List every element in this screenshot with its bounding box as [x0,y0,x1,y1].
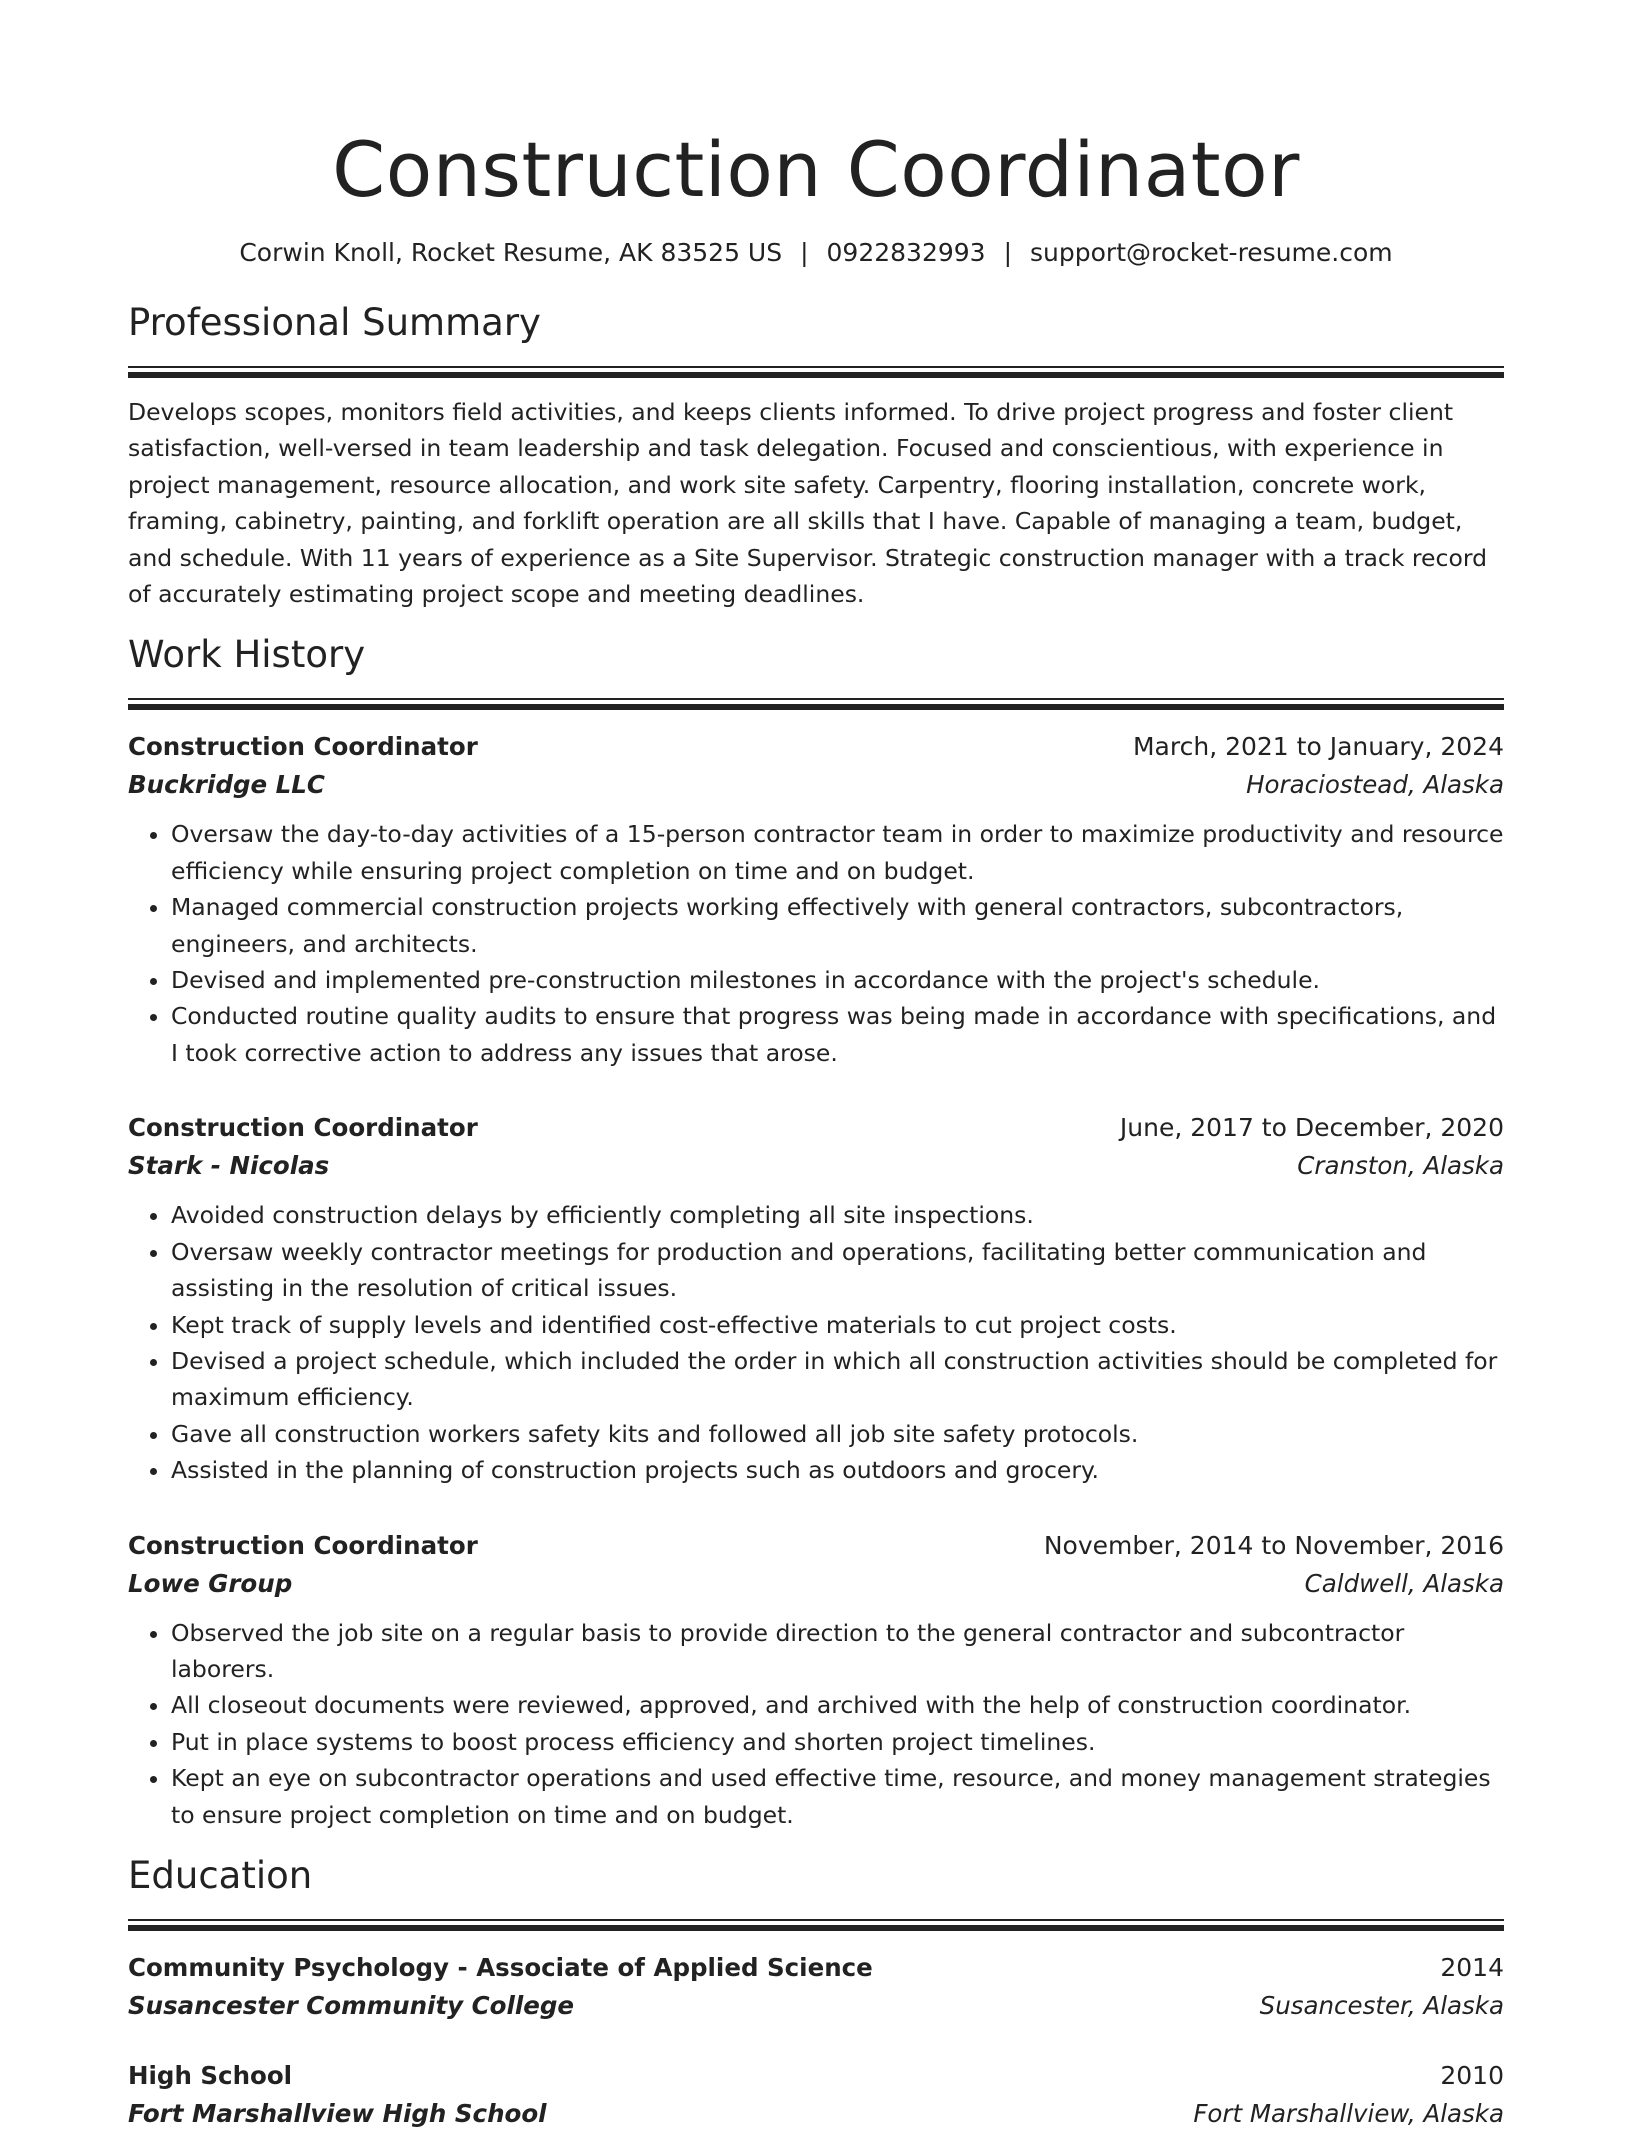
job-title: Construction Coordinator [128,1530,478,1560]
job-company-row [128,1565,1504,1603]
job-entry [128,1109,1504,1488]
contact-address: Corwin Knoll, Rocket Resume, AK 83525 US [239,238,783,267]
education-degree: High School [128,2060,293,2090]
job-header-row [128,1109,1504,1147]
contact-separator: | [800,238,809,267]
education-school: Fort Marshallview High School [128,2098,547,2128]
job-title: Construction Coordinator [128,732,478,762]
section-heading-summary: Professional Summary [128,301,541,344]
job-bullet: • Conducted routine quality audits to ensure that progress was being made in accordance with specifications, and I took corrective action to address any issues that arose. [171,998,1504,1071]
summary-text: Develops scopes, monitors field activities, and keeps clients informed. To drive project progress and foster client satisfaction, well-versed in team leadership and task delegation. Focused and conscientious, with experience in project management, resource allocation, and work site safety. Carpentry, flooring installation, concrete work, framing, cabinetry, painting, and forklift operation are all skills that I have. Capable of managing a team, budget, and schedule. With 11 years of experience as a Site Supervisor. Strategic construction manager with a track record of accurately estimating project scope and meeting deadlines. [128,398,1487,609]
job-header-row [128,1527,1504,1565]
job-company-row [128,766,1504,804]
section-divider [128,1919,1504,1931]
education-year: 2014 [1440,1952,1504,1982]
section-divider [128,698,1504,710]
job-bullet: • Kept track of supply levels and identified cost-effective materials to cut project costs. [171,1307,1504,1343]
job-entry [128,1527,1504,1833]
job-bullet: • Devised a project schedule, which included the order in which all construction activities should be completed for maximum efficiency. [171,1343,1504,1416]
education-header-row [128,2057,1504,2095]
education-header-row [128,1949,1504,1987]
job-bullet: • Devised and implemented pre-construction milestones in accordance with the project's schedule. [171,962,1504,998]
resume-title: Construction Coordinator [332,125,1300,214]
job-dates: November, 2014 to November, 2016 [1043,1530,1504,1560]
job-bullet: • Oversaw weekly contractor meetings for production and operations, facilitating better communication and assisting in the resolution of critical issues. [171,1234,1504,1307]
education-school: Susancester Community College [128,1990,575,2020]
section-divider [128,366,1504,378]
education-entry [128,1949,1504,2025]
job-location: Cranston, Alaska [1297,1151,1504,1181]
job-title: Construction Coordinator [128,1113,478,1143]
job-bullet: • Avoided construction delays by efficiently completing all site inspections. [171,1197,1504,1233]
job-company: Lowe Group [128,1568,293,1598]
contact-phone: 0922832993 [826,238,986,267]
job-header-row [128,728,1504,766]
contact-email: support@rocket-resume.com [1030,238,1393,267]
education-location: Susancester, Alaska [1259,1990,1504,2020]
job-bullet-list [128,816,1504,1071]
summary-section [128,300,1504,612]
contact-separator: | [1003,238,1013,267]
job-bullet: • All closeout documents were reviewed, approved, and archived with the help of construction coordinator. [171,1687,1504,1723]
section-heading-education: Education [128,1853,313,1897]
job-bullet: • Kept an eye on subcontractor operations and used effective time, resource, and money management strategies to ensure project completion on time and on budget. [171,1760,1504,1833]
job-bullet: • Managed commercial construction projects working effectively with general contractors, subcontractors, engineers, and architects. [171,889,1504,962]
job-company-row [128,1147,1504,1185]
job-bullet: • Put in place systems to boost process efficiency and shorten project timelines. [171,1724,1504,1760]
education-section [128,1853,1504,2133]
job-location: Caldwell, Alaska [1304,1568,1504,1598]
job-bullet: • Assisted in the planning of construction projects such as outdoors and grocery. [171,1452,1504,1488]
education-entry [128,2057,1504,2133]
job-company: Stark - Nicolas [128,1151,330,1181]
education-school-row [128,1987,1504,2025]
job-bullet: • Gave all construction workers safety kits and followed all job site safety protocols. [171,1416,1504,1452]
contact-line [128,236,1504,270]
job-entry [128,728,1504,1071]
job-bullet-list [128,1615,1504,1833]
resume-page [128,0,1504,2133]
job-company: Buckridge LLC [128,770,325,800]
education-degree: Community Psychology - Associate of Applied Science [128,1952,873,1982]
job-dates: June, 2017 to December, 2020 [1119,1113,1504,1143]
job-bullet: • Observed the job site on a regular basis to provide direction to the general contractor and subcontractor laborers. [171,1615,1504,1688]
job-location: Horaciostead, Alaska [1246,770,1504,800]
job-dates: March, 2021 to January, 2024 [1132,732,1504,762]
work-history-section [128,632,1504,1833]
job-bullet-list [128,1197,1504,1488]
education-location: Fort Marshallview, Alaska [1193,2098,1504,2128]
education-school-row [128,2095,1504,2133]
job-bullet: • Oversaw the day-to-day activities of a 15-person contractor team in order to maximize productivity and resource efficiency while ensuring project completion on time and on budget. [171,816,1504,889]
section-heading-work-history: Work History [128,633,366,677]
education-year: 2010 [1440,2060,1504,2090]
